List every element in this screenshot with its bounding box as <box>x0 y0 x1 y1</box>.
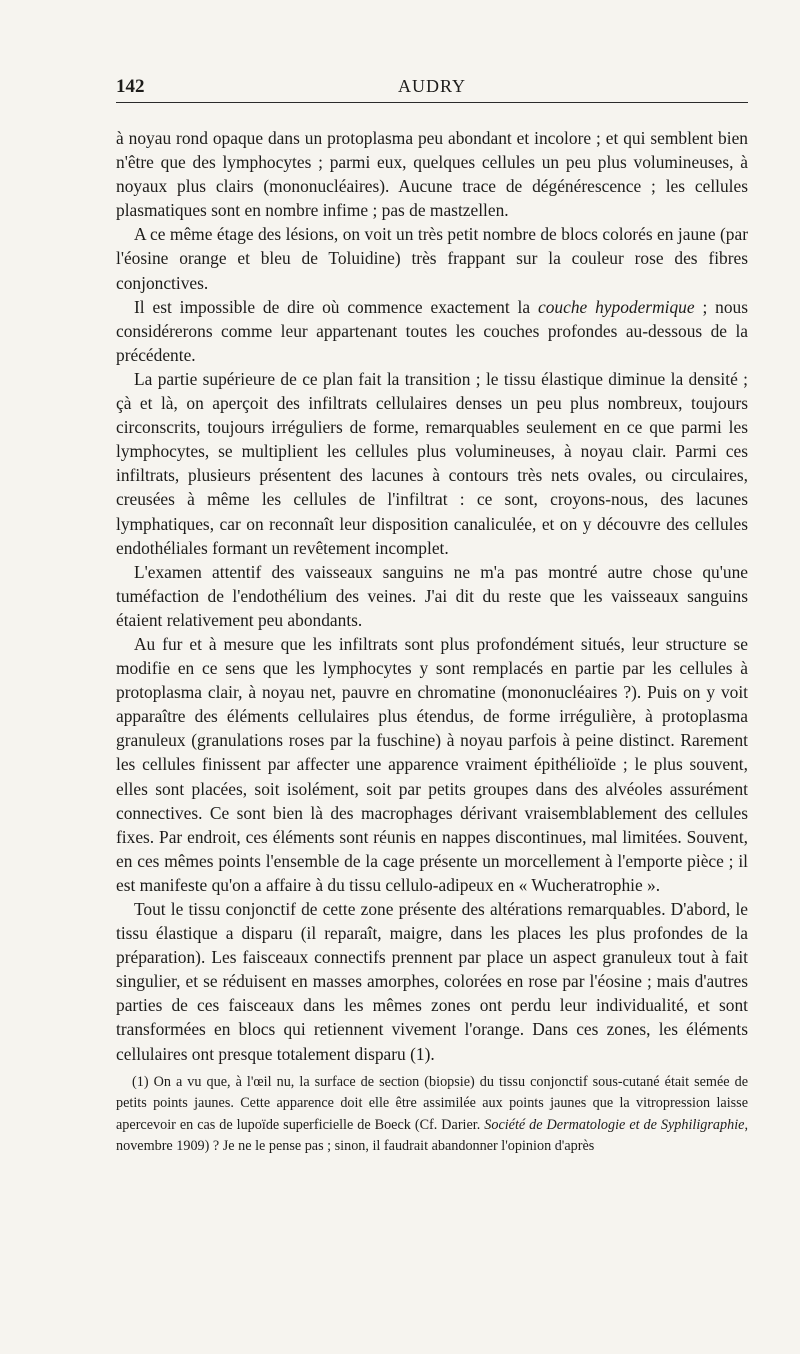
footnote-1-start: (1) On a vu que, à l'œil nu, la surface de section (biopsie) du tissu conjonctif sous-cutané était semée de petits points jaunes. Cette apparence doit elle être assimilée aux points jaunes que la vitropression laisse apercevoir en cas de lupoïde superficielle de Boeck (Cf. Darier. <box>116 1073 748 1133</box>
paragraph-3-end: ; nous considérerons comme leur appartenant toutes les couches profondes au-dessous de la précédente. <box>116 296 748 365</box>
paragraph-3 <box>116 295 748 367</box>
running-title: AUDRY <box>397 76 466 96</box>
paragraph-1: à noyau rond opaque dans un protoplasma peu abondant et incolore ; et qui semblent bien n'être que des lymphocytes ; parmi eux, quelques cellules un peu plus volumineuses, à noyaux plus clairs (mononucléaires). Aucune trace de dégénérescence ; les cellules plasmatiques sont en nombre infime ; pas de mastzellen. <box>116 128 748 221</box>
page-header <box>116 76 748 103</box>
body-text <box>116 126 748 1158</box>
footnote-1-end: , novembre 1909) ? Je ne le pense pas ; sinon, il faudrait abandonner l'opinion d'après <box>116 1116 748 1155</box>
paragraph-3-start: Il est impossible de dire où commence exactement la <box>134 296 538 317</box>
footnote-1-journal: Société de Dermatologie et de Syphiligraphie <box>484 1116 745 1133</box>
footnote-1 <box>116 1072 748 1158</box>
term-hypodermic-layer: couche hypodermique <box>537 296 695 317</box>
page-number: 142 <box>116 76 145 97</box>
paragraph-7: Tout le tissu conjonctif de cette zone présente des altérations remarquables. D'abord, le tissu élastique a disparu (il reparaît, maigre, dans les places les plus profondes de la préparation). Les faisceaux connectifs prennent par place un aspect granuleux tout à fait singulier, et se réduisent en masses amorphes, colorées en rose par l'éosine ; mais d'autres parties de ces faisceaux dans les mêmes zones ont perdu leur individualité, et sont transformées en blocs qui retiennent vivement l'orange. Dans ces zones, les éléments cellulaires ont presque totalement disparu (1). <box>116 899 748 1064</box>
footnotes <box>116 1072 748 1158</box>
paragraph-4: La partie supérieure de ce plan fait la transition ; le tissu élastique diminue la densité ; çà et là, on aperçoit des infiltrats cellulaires denses un peu plus nombreux, toujours circonscrits, toujours irréguliers de forme, remarquables seulement en ce que parmi les lymphocytes, se multiplient les cellules plus volumineuses, à noyau clair. Parmi ces infiltrats, plusieurs présentent des lacunes à contours très nets ovales, ou circulaires, creusées à même les cellules de l'infiltrat : ce sont, croyons-nous, des lacunes lymphatiques, car on reconnaît leur disposition canaliculée, et on y découvre des cellules endothéliales formant un revêtement incomplet. <box>116 368 748 558</box>
paragraph-2: A ce même étage des lésions, on voit un très petit nombre de blocs colorés en jaune (par l'éosine orange et bleu de Toluidine) très frappant sur la couleur rose des fibres conjonctives. <box>116 224 748 293</box>
paragraph-6: Au fur et à mesure que les infiltrats sont plus profondément situés, leur structure se modifie en ce sens que les lymphocytes y sont remplacés en partie par les cellules à protoplasma clair, à noyau net, pauvre en chromatine (mononucléaires ?). Puis on y voit apparaître des éléments cellulaires plus étendus, de forme irrégulière, à protoplasma granuleux (granulations roses par la fuschine) à noyau parfois à peine distinct. Rarement les cellules finissent par affecter une apparence vraiment épithélioïde ; le plus souvent, elles sont placées, soit isolément, soit par petits groupes dans des alvéoles assurément connectives. Ce sont bien là des macrophages dérivant vraisemblablement des cellules fixes. Par endroit, ces éléments sont réunis en nappes discontinues, mal limitées. Souvent, en ces mêmes points l'ensemble de la cage présente un morcellement à l'emporte pièce ; il est manifeste qu'on a affaire à du tissu cellulo-adipeux en « Wucheratrophie ». <box>116 633 748 895</box>
paragraph-5: L'examen attentif des vaisseaux sanguins ne m'a pas montré autre chose qu'une tuméfaction de l'endothélium des veines. J'ai dit du reste que les vaisseaux sanguins étaient relativement peu abondants. <box>116 561 748 630</box>
